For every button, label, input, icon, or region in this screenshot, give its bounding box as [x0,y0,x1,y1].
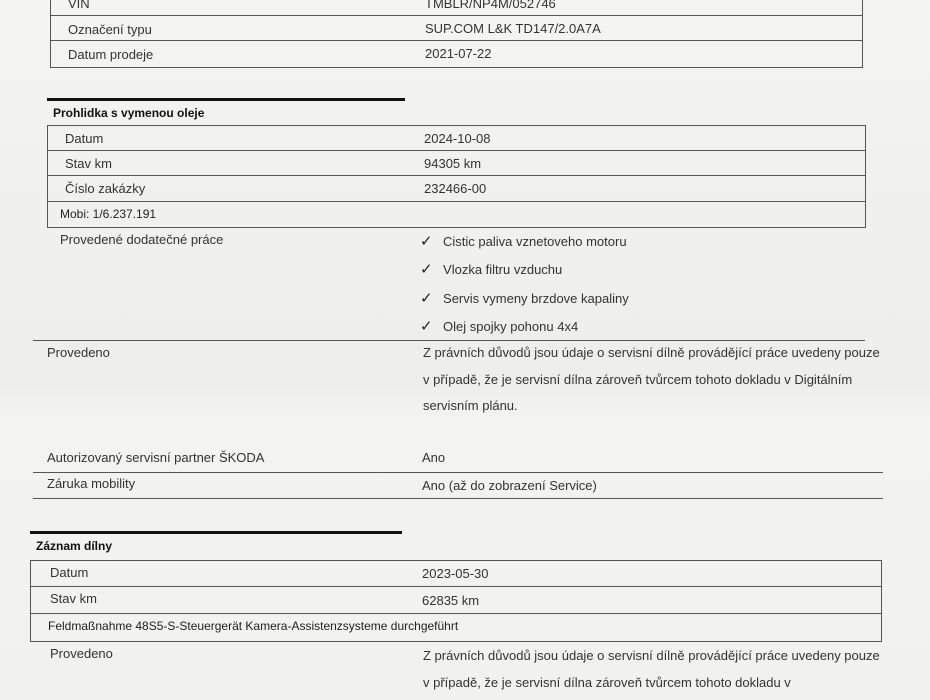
mileage-label: Stav km [65,156,112,171]
sale-date-value: 2021-07-22 [425,46,492,61]
table-border-left [47,125,48,228]
work-item: ✓ Servis vymeny brzdove kapaliny [420,290,629,307]
section-rule [47,98,405,101]
divider [47,125,865,126]
authorized-partner-label: Autorizovaný servisní partner ŠKODA [47,450,265,465]
mobi-note: Mobi: 1/6.237.191 [60,207,157,221]
additional-work-label: Provedené dodatečné práce [60,232,224,247]
vin-label: VIN [68,0,90,11]
performed-text: Z právních důvodů jsou údaje o servisní dílně provádějící práce uvedeny pouze v případě, že je servisní dílna zároveň tvůrcem tohoto dokladu v [423,648,880,690]
check-icon: ✓ [420,290,433,307]
vin-value: TMBLR/NP4M/052746 [425,0,556,11]
order-number-label: Číslo zakázky [65,181,146,196]
authorized-partner-value: Ano [422,450,446,465]
section-rule [30,531,402,534]
divider [50,67,862,68]
check-icon: ✓ [420,261,433,278]
divider [50,15,862,16]
divider [30,641,882,642]
divider [30,560,882,561]
divider [30,613,882,614]
date-label: Datum [50,565,89,580]
check-icon: ✓ [420,318,433,335]
sale-date-label: Datum prodeje [68,47,154,62]
divider [30,586,882,587]
table-border-left [50,0,51,68]
date-value: 2024-10-08 [424,131,491,146]
divider [33,498,883,499]
divider [47,227,865,228]
type-label: Označení typu [68,22,152,37]
table-border-right [862,0,863,68]
table-border-left [30,560,31,642]
field-measure-note: Feldmaßnahme 48S5-S-Steuergerät Kamera-Assistenzsysteme durchgeführt [48,619,459,633]
type-value: SUP.COM L&K TD147/2.0A7A [425,21,601,36]
divider [47,175,865,176]
divider [47,201,865,202]
work-item: ✓ Cistic paliva vznetoveho motoru [420,233,627,250]
performed-label: Provedeno [47,345,110,360]
performed-text: Z právních důvodů jsou údaje o servisní dílně provádějící práce uvedeny pouze v případě, že je servisní dílna zároveň tvůrcem tohoto dokladu v Digitálním servisním plánu. [423,345,880,413]
order-number-value: 232466-00 [424,181,487,196]
date-label: Datum [65,131,104,146]
divider [47,150,865,151]
mileage-value: 62835 km [422,593,480,608]
table-border-right [865,125,866,228]
section-title-workshop-record: Záznam dílny [36,539,113,553]
divider [50,40,862,41]
mileage-value: 94305 km [424,156,482,171]
mobility-guarantee-value: Ano (až do zobrazení Service) [422,478,597,493]
mobility-guarantee-label: Záruka mobility [47,476,136,491]
divider [33,472,883,473]
work-item: ✓ Vlozka filtru vzduchu [420,261,563,278]
date-value: 2023-05-30 [422,566,489,581]
performed-label: Provedeno [50,646,113,661]
section-title-oil-inspection: Prohlidka s vymenou oleje [53,106,205,120]
check-icon: ✓ [420,233,433,250]
work-item: ✓ Olej spojky pohonu 4x4 [420,318,579,335]
mileage-label: Stav km [50,591,97,606]
table-border-right [881,560,882,642]
